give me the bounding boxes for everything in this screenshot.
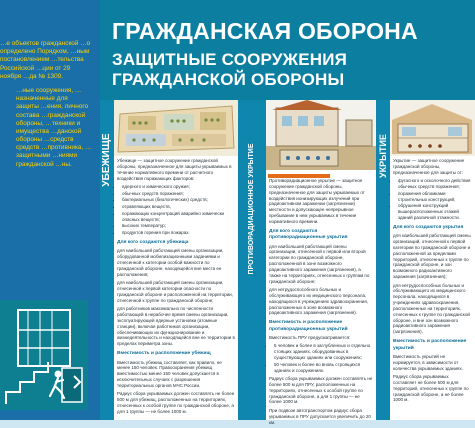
list-item: • бактериальных (биологических) средств; <box>122 197 235 203</box>
cover-text <box>393 158 473 406</box>
pru-paragraph: для наибольшей работающей смены организации, отнесенной к первой или второй категории по гражданской обороне, расположенной в зоне возможного радиоактивного заражения (загрязнения), а также на территориях, отнесенных к группам по гражданской обороне; <box>269 243 370 284</box>
cover-definition: Укрытие — защитное сооружение гражданской обороны, предназначенное для защиты от: <box>393 158 465 175</box>
list-item: • поражения обломками строительных конструкций; <box>398 191 473 203</box>
list-item: • обычных средств поражения; <box>122 191 235 197</box>
cover-side-label: УКРЫТИЕ <box>378 134 388 178</box>
page-title: ГРАЖДАНСКАЯ ОБОРОНА <box>112 18 418 44</box>
shelter-definition: Убежище — защитное сооружение гражданской обороны, предназначенное для защиты укрываемых в течение нормативного времени от расчетного воздействия поражающих факторов: <box>117 158 232 181</box>
pru-illustration <box>266 100 376 170</box>
list-item: • обрушения конструкций вышерасположенных этажей зданий различной этажности. <box>398 203 473 221</box>
pru-paragraph: Вместимость ПРУ предусматривается: <box>269 334 351 340</box>
left-body: …ные сооружения, …назначенные для защиты …ения, личного состава …гражданской обороны, …техники и имущества …данской обороны …средств средств …противника, …защитными …ниями гражданской …ны. <box>16 86 92 168</box>
shelter-paragraph: для наибольшей работающей смены организации, оборудованной мобилизационными заданиями и отнесенной к категории особой важности по гражданской обороне, находящейся вне места ее расположения; <box>117 248 224 277</box>
cover-paragraph: Радиус сбора укрываемых составляет не более 500 м для территорий, отнесенных к группе по гражданской обороне, а не более 1000 м. <box>393 374 469 403</box>
cover-paragraph: для нетрудоспособных больных и обслуживающего их медицинского персонала, находящихся в учреждениях здравоохранения, расположенных на территориях, отнесенных к группе по гражданской обороне, и вне зон возможного радиоактивного заражения (загрязнения). <box>393 282 470 335</box>
list-item: • поражающих концентраций аварийно химически опасных веществ; <box>122 211 235 223</box>
list-item: • отравляющих веществ, <box>122 204 235 210</box>
shelter-paragraph: Радиус сбора укрываемых должен составлять не более 500 м для убежищ, расположенных на территориях, отнесенных к особой группе по гражданской обороне, а для 1 группы — не более 1000 м. <box>117 391 235 414</box>
list-item: • высоких температур; <box>122 223 235 229</box>
left-intro: …е объектов гражданской …о определено Порядком, …ным постановлением …тельства Российской …ции от 29 ноября …да № 1309. <box>0 40 91 80</box>
pru-paragraph: Радиус сбора укрываемых должен составлять не более 500 м для ПРУ, расположенных на территориях, отнесенных к особой группе по гражданской обороне, а для 1 группы — не более 1000 м. <box>269 376 373 405</box>
shelter-paragraph: для работников максимально по численности работающей в нерабочее время смены организации, эксплуатирующей ядерные установки (атомные станции), включая работников организации, обеспечивающих их функционирование и жизнедеятельность и находящейся вне ее территории в пределах периметра зоны. <box>117 306 235 347</box>
cover-heading-capacity: Вместимость и расположение укрытий <box>393 339 467 351</box>
shelter-paragraph: для наибольшей работающей смены организации, отнесенной к первой категории опасности по гражданской обороне и расположенной на территории, отнесенной к группе по гражданской обороне; <box>117 280 233 303</box>
pru-heading-capacity: Вместимость и расположение противорадиационных укрытий <box>269 320 348 332</box>
pru-paragraph: При подвозе автотранспортом радиус сбора укрываемых в ПРУ допускается увеличить до 20 км. <box>269 407 371 425</box>
shelter-side-label: УБЕЖИЩЕ <box>101 133 112 187</box>
list-item: • 5 человек и более в заглубленных и отдельно стоящих зданиях, оборудованных в существующих зданиях или сооружениях; <box>274 343 373 361</box>
cover-paragraph: Вместимость укрытий не нормируется, в зависимости от количества укрываемых зданиях. <box>393 353 463 371</box>
pru-paragraph: для нетрудоспособного больных и обслуживающего их медицинского персонала, находящихся в учреждениях здравоохранения, расположенных в зоне возможного радиоактивного заражения (загрязнения). <box>269 287 369 316</box>
cover-heading-who: Для кого создаются укрытия <box>393 224 464 230</box>
list-item: • фугасного и осколочного действия обычных средств поражения; <box>398 178 473 190</box>
pru-heading-who: Для кого создаются противорадиационные укрытия <box>269 228 348 241</box>
pru-definition: Противорадиационное укрытие — защитное сооружение гражданской обороны, предназначенное для защиты укрываемых от воздействия ионизирующих излучений при радиоактивном заражении (загрязнении) местности и допускающее непрерывное пребывание в нем укрываемых в течение нормативного времени. <box>269 178 365 224</box>
shelter-heading-capacity: Вместимость и расположение убежищ <box>117 351 211 357</box>
page-subtitle: ЗАЩИТНЫЕ СООРУЖЕНИЯ ГРАЖДАНСКОЙ ОБОРОНЫ <box>112 50 348 89</box>
shelter-list <box>117 184 235 236</box>
list-item: • продуктов горения при пожарах. <box>122 230 235 236</box>
list-item: • ядерного и химического оружия; <box>122 184 235 190</box>
pru-text <box>269 178 373 428</box>
pru-side-label: ПРОТИВОРАДИАЦИОННОЕ УКРЫТИЕ <box>248 143 255 275</box>
shelter-heading-who: Для кого создаются убежища <box>117 240 189 246</box>
cover-illustration <box>390 100 475 156</box>
list-item: • 50 человек и более во вновь строящихся зданиях и сооружениях. <box>274 362 373 374</box>
left-text <box>0 40 92 175</box>
shelter-text <box>117 158 235 417</box>
pru-list <box>269 343 373 373</box>
exit-sign-illustration <box>0 300 88 410</box>
shelter-illustration <box>114 100 238 156</box>
shelter-paragraph: Вместимость убежищ составляет, как правило, не менее 150 человек. Правоохранения убежищ вместимостью менее 150 человек допускается в исключительных случаях с разрешения территориальных органов МЧС России. <box>117 359 222 388</box>
cover-list <box>393 178 473 221</box>
cover-paragraph: для наибольшей работающей смены организаций, отнесенной к первой категории по гражданской обороне и расположенной за пределами территорий, отнесенных к группе по гражданской обороне, и зон возможного радиоактивного заражения (загрязнения); <box>393 233 471 280</box>
